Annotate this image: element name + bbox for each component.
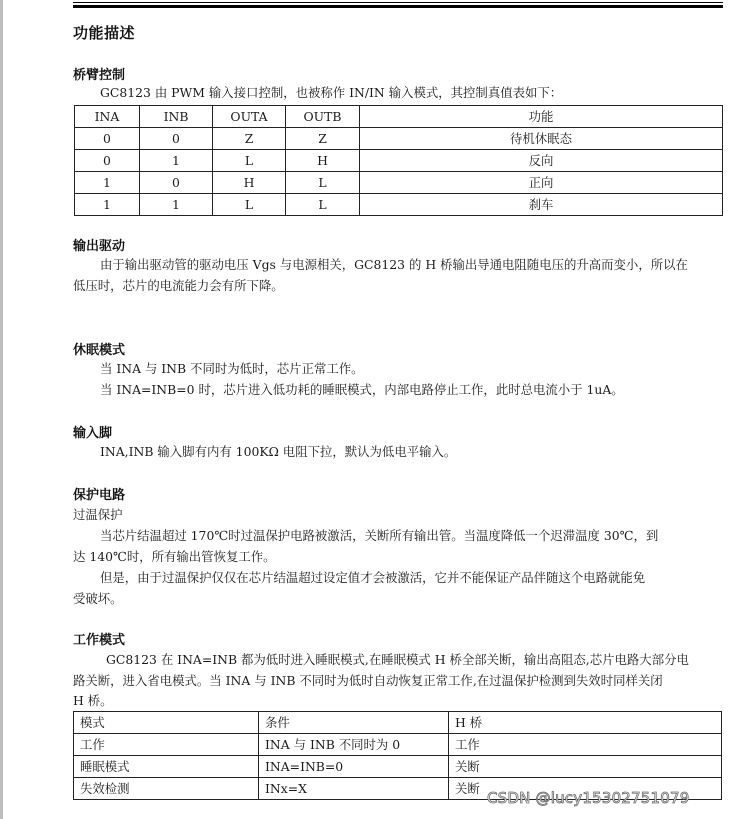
table-row bbox=[74, 756, 722, 778]
table-header-cell: OUTA bbox=[213, 106, 286, 128]
page-title: 功能描述 bbox=[73, 24, 136, 42]
table-header-cell: INB bbox=[140, 106, 213, 128]
table-cell: L bbox=[286, 194, 360, 216]
table-header-cell: OUTB bbox=[286, 106, 360, 128]
output-drive-line-2: 低压时，芯片的电流能力会有所下降。 bbox=[73, 278, 284, 293]
work-mode-line-2: 路关断，进入省电模式。当 INA 与 INB 不同时为低时自动恢复正常工作,在过温保护检测到失效时同样关闭 bbox=[73, 673, 663, 688]
table-cell: 0 bbox=[140, 128, 213, 150]
table-header-cell: 模式 bbox=[74, 712, 259, 734]
table-row bbox=[75, 194, 723, 216]
table-cell: 正向 bbox=[360, 172, 723, 194]
table-cell: 失效检测 bbox=[74, 778, 259, 800]
table-header-cell: H 桥 bbox=[449, 712, 722, 734]
table-header-row bbox=[74, 712, 722, 734]
sleep-mode-line-2: 当 INA=INB=0 时，芯片进入低功耗的睡眠模式，内部电路停止工作，此时总电流小于 1uA。 bbox=[100, 382, 624, 397]
section-heading-input-pin: 输入脚 bbox=[73, 426, 113, 441]
section-heading-bridge-control: 桥臂控制 bbox=[73, 68, 126, 83]
table-cell: Z bbox=[286, 128, 360, 150]
input-pin-line-1: INA,INB 输入脚有内有 100KΩ 电阻下拉，默认为低电平输入。 bbox=[100, 444, 457, 459]
table-cell: H bbox=[286, 150, 360, 172]
table-header-row bbox=[75, 106, 723, 128]
table-row bbox=[75, 172, 723, 194]
table-cell: 0 bbox=[75, 128, 140, 150]
output-drive-line-1: 由于输出驱动管的驱动电压 Vgs 与电源相关，GC8123 的 H 桥输出导通电阻随电压的升高而变小，所以在 bbox=[100, 257, 688, 272]
table-cell: 刹车 bbox=[360, 194, 723, 216]
table-cell: 0 bbox=[75, 150, 140, 172]
table-cell: INA 与 INB 不同时为 0 bbox=[259, 734, 449, 756]
work-mode-table bbox=[73, 711, 722, 800]
work-mode-line-3: H 桥。 bbox=[73, 693, 113, 708]
table-cell: 1 bbox=[75, 172, 140, 194]
table-cell: H bbox=[213, 172, 286, 194]
table-cell: 1 bbox=[75, 194, 140, 216]
table-header-cell: INA bbox=[75, 106, 140, 128]
header-rule bbox=[73, 2, 723, 9]
section-heading-protection: 保护电路 bbox=[73, 488, 126, 503]
protection-line-3: 但是，由于过温保护仅仅在芯片结温超过设定值才会被激活，它并不能保证产品伴随这个电路就能免 bbox=[100, 570, 646, 585]
table-cell: 关断 bbox=[449, 756, 722, 778]
table-cell: L bbox=[213, 194, 286, 216]
table-cell: 反向 bbox=[360, 150, 723, 172]
protection-subheading: 过温保护 bbox=[73, 507, 123, 522]
truth-table bbox=[74, 105, 723, 216]
table-cell: 1 bbox=[140, 150, 213, 172]
table-cell: Z bbox=[213, 128, 286, 150]
table-cell: L bbox=[213, 150, 286, 172]
table-cell: 工作 bbox=[449, 734, 722, 756]
table-cell: L bbox=[286, 172, 360, 194]
work-mode-line-1: GC8123 在 INA=INB 都为低时进入睡眠模式,在睡眠模式 H 桥全部关断，输出高阻态,芯片电路大部分电 bbox=[106, 652, 689, 667]
header-rule-thin bbox=[73, 2, 723, 3]
header-rule-thick bbox=[73, 5, 723, 8]
table-cell: INA=INB=0 bbox=[259, 756, 449, 778]
table-cell: 1 bbox=[140, 194, 213, 216]
table-cell: 睡眠模式 bbox=[74, 756, 259, 778]
table-row bbox=[75, 150, 723, 172]
table-cell: 0 bbox=[140, 172, 213, 194]
watermark: CSDN @lucy15302751079 bbox=[487, 789, 690, 807]
table-header-cell: 功能 bbox=[360, 106, 723, 128]
section-heading-output-drive: 输出驱动 bbox=[73, 239, 126, 254]
protection-line-1: 当芯片结温超过 170℃时过温保护电路被激活，关断所有输出管。当温度降低一个迟滞温度 30℃，到 bbox=[100, 528, 659, 543]
section-heading-sleep-mode: 休眠模式 bbox=[73, 343, 126, 358]
bridge-control-intro: GC8123 由 PWM 输入接口控制，也被称作 IN/IN 输入模式，其控制真值表如下： bbox=[100, 85, 563, 100]
protection-line-4: 受破坏。 bbox=[73, 591, 123, 606]
table-row bbox=[74, 734, 722, 756]
table-cell: 工作 bbox=[74, 734, 259, 756]
table-cell: INx=X bbox=[259, 778, 449, 800]
table-row bbox=[75, 128, 723, 150]
table-cell: 待机休眠态 bbox=[360, 128, 723, 150]
table-header-cell: 条件 bbox=[259, 712, 449, 734]
protection-line-2: 达 140℃时，所有输出管恢复工作。 bbox=[73, 549, 276, 564]
sleep-mode-line-1: 当 INA 与 INB 不同时为低时，芯片正常工作。 bbox=[100, 361, 364, 376]
viewer-left-edge bbox=[0, 0, 3, 819]
section-heading-work-mode: 工作模式 bbox=[73, 633, 126, 648]
table-cell: 关断 bbox=[449, 778, 722, 800]
